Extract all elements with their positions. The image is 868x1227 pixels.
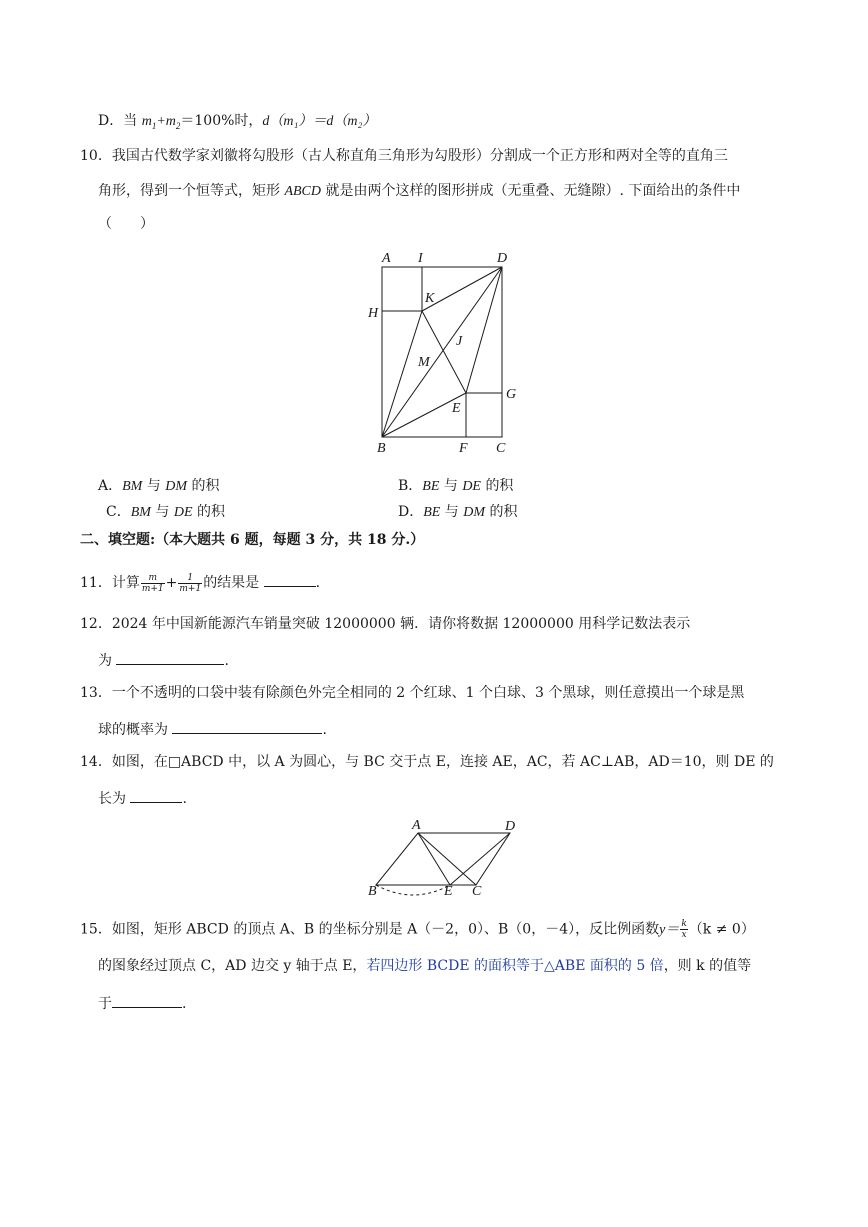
q10-option-b	[398, 477, 513, 496]
q10-answer-paren: （ ）	[98, 216, 154, 232]
q10-opt-a-label: A．	[98, 478, 123, 494]
q11-frac1-den: m+1	[141, 583, 164, 594]
q12-text-2: 为	[98, 653, 112, 669]
q14-text-1: 如图，在□ABCD 中，以 A 为圆心，与 BC 交于点 E，连接 AE，AC，若 AC⊥AB，AD＝10，则 DE 的	[111, 754, 774, 770]
q10-opt-c-end: 的积	[196, 504, 225, 520]
q10-option-a	[98, 477, 219, 496]
q13-text-2: 球的概率为	[98, 722, 168, 738]
q15-end: .	[182, 996, 187, 1012]
q10-opt-c-mid: 与	[155, 504, 170, 520]
q13-text-1: 一个不透明的口袋中装有除颜色外完全相同的 2 个红球、1 个白球、3 个黑球，则任意摸出一个球是黑	[111, 685, 745, 701]
q10-opt-b-seg1: BE	[422, 479, 440, 494]
q14-answer-blank[interactable]	[130, 788, 182, 803]
q15-frac-den: x	[681, 930, 687, 940]
q13-line2	[98, 719, 327, 739]
q14-end: .	[182, 791, 187, 807]
q10-number: 10．	[80, 148, 112, 164]
q10-opt-c-label: C．	[106, 504, 131, 520]
fig10-label-m: M	[418, 355, 430, 370]
q11-answer-blank[interactable]	[264, 572, 316, 587]
fig14-label-a: A	[412, 818, 421, 833]
fig10-label-h: H	[368, 306, 379, 321]
q10-opt-a-end: 的积	[191, 478, 220, 494]
section-2-heading: 二、填空题:（本大题共 6 题，每题 3 分，共 18 分.）	[80, 532, 425, 548]
fig14-label-e: E	[444, 884, 453, 899]
fig10-label-i: I	[418, 251, 423, 266]
q12-end: .	[224, 653, 229, 669]
q12-answer-blank[interactable]	[116, 650, 224, 665]
fig14-label-d: D	[505, 819, 516, 834]
q10-opt-d-seg2: DM	[463, 505, 486, 520]
q10-opt-c-seg1: BM	[130, 505, 151, 520]
fig10-label-a: A	[382, 251, 391, 266]
q10-opt-a-seg1: BM	[122, 479, 143, 494]
q10-text-2a: 角形，得到一个恒等式，矩形	[98, 183, 280, 199]
q13-answer-blank[interactable]	[172, 719, 322, 734]
q15-text-3: 于	[98, 996, 112, 1012]
q10-opt-a-mid: 与	[146, 478, 161, 494]
q15-answer-blank[interactable]	[112, 993, 182, 1008]
q12-number: 12．	[80, 616, 112, 632]
q15-highlight: 若四边形 BCDE 的面积等于△ABE 面积的 5 倍	[366, 958, 664, 974]
q9-d-equation: d（m₁）＝d（m₂）	[262, 114, 377, 129]
q15-line2	[98, 957, 751, 975]
q13-line1	[80, 684, 790, 702]
q9-d-rest: ＝100%时，	[180, 113, 263, 129]
q15-line1	[80, 919, 755, 940]
fig10-label-j: J	[456, 334, 463, 349]
q10-opt-b-seg2: DE	[462, 479, 481, 494]
q10-opt-d-label: D．	[398, 504, 424, 520]
q15-condition: （k ≠ 0）	[688, 921, 755, 938]
q13-end: .	[322, 722, 327, 738]
q10-text-2c: 就是由两个这样的图形拼成（无重叠、无缝隙）. 下面给出的条件中	[325, 183, 741, 199]
q14-number: 14．	[80, 754, 112, 770]
q10-option-d	[398, 503, 517, 522]
q12-line2	[98, 650, 229, 670]
q10-opt-c-seg2: DE	[173, 505, 193, 520]
q15-text-2a: 的图象经过顶点 C，AD 边交 y 轴于点 E，	[98, 958, 367, 974]
fig10-label-d: D	[497, 251, 508, 266]
q10-opt-b-label: B．	[398, 478, 423, 494]
q15-text-1: 如图，矩形 ABCD 的顶点 A、B 的坐标分别是 A（－2，0）、B（0，－4），反比例函数	[111, 921, 660, 938]
fig10-label-g: G	[506, 387, 517, 402]
q15-text-2c: ，则 k 的值等	[663, 958, 752, 974]
q10-line2	[98, 182, 740, 201]
q14-line2	[98, 788, 187, 808]
fig10-label-f: F	[459, 441, 468, 456]
q15-func: y＝	[659, 922, 680, 938]
fig10-label-c: C	[496, 441, 506, 456]
q11-fraction-1	[141, 573, 165, 594]
q14-line1	[80, 753, 790, 771]
q9-d-label: D．当	[98, 113, 138, 129]
q10-opt-d-mid: 与	[444, 504, 459, 520]
q12-line1	[80, 615, 790, 633]
q10-option-c	[106, 503, 225, 522]
q11-plus: +	[165, 575, 178, 591]
fig14-label-c: C	[472, 884, 482, 899]
fig10-label-e: E	[452, 401, 461, 416]
q11-frac2-den: m+1	[179, 583, 202, 594]
q10-line1	[80, 147, 790, 165]
q15-line3	[98, 993, 186, 1013]
q10-opt-d-end: 的积	[489, 504, 518, 520]
q15-number: 15．	[80, 921, 112, 938]
fig10-label-b: B	[377, 441, 386, 456]
q10-text-1: 我国古代数学家刘徽将勾股形（古人称直角三角形为勾股形）分割成一个正方形和两对全等的直角三	[111, 148, 728, 164]
q13-number: 13．	[80, 685, 112, 701]
q14-parallelogram-figure	[362, 815, 532, 900]
q10-opt-b-mid: 与	[443, 478, 458, 494]
q11-frac2-num: 1	[178, 573, 202, 584]
q11-fraction-2	[178, 573, 202, 594]
q15-fraction	[680, 919, 687, 940]
q14-text-2: 长为	[98, 791, 126, 807]
q11-frac1-num: m	[141, 573, 165, 584]
q11-post: 的结果是	[203, 575, 260, 591]
q9-d-m1m2: $m_1+m_2$	[141, 114, 181, 131]
q11	[80, 572, 320, 594]
q11-number: 11．	[80, 575, 112, 591]
q10-opt-b-end: 的积	[485, 478, 514, 494]
q10-opt-d-seg1: BE	[423, 505, 441, 520]
q10-rectangle-figure	[360, 244, 530, 459]
q10-abcd: ABCD	[284, 184, 322, 199]
fig10-label-k: K	[425, 291, 435, 306]
fig14-label-b: B	[368, 884, 377, 899]
q12-text-1: 2024 年中国新能源汽车销量突破 12000000 辆．请你将数据 12000000 用科学记数法表示	[111, 616, 691, 632]
q10-opt-a-seg2: DM	[165, 479, 188, 494]
q15-frac-num: k	[681, 919, 687, 929]
q11-end: .	[315, 575, 321, 591]
q11-pre: 计算	[111, 575, 140, 591]
q9-option-d	[98, 112, 376, 135]
